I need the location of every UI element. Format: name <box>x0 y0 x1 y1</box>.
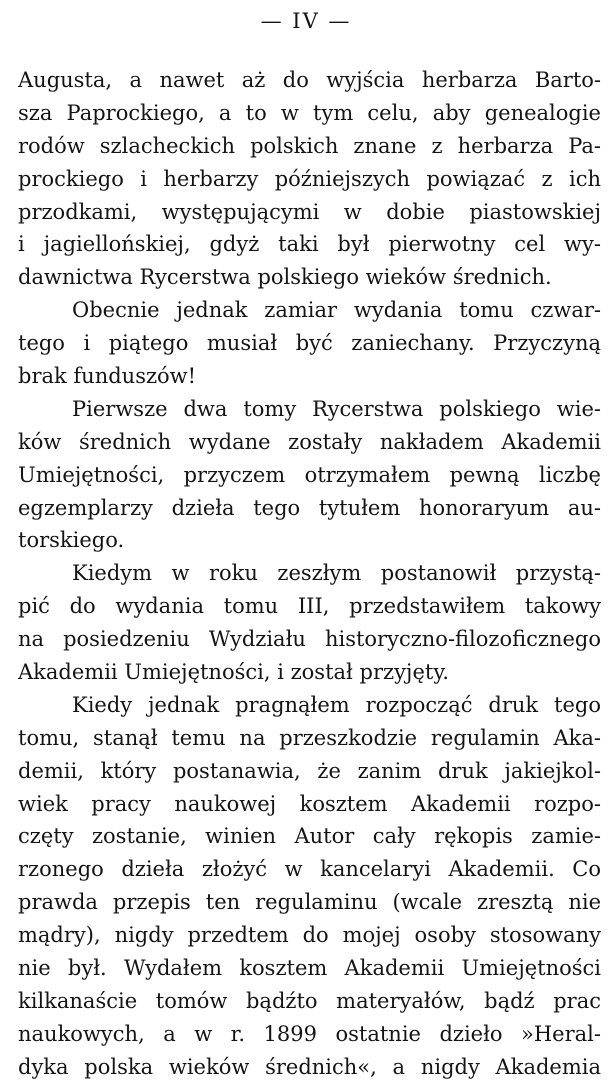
text-line: ków średnich wydane zostały nakładem Akademii <box>18 429 601 454</box>
text-line: egzemplarzy dzieła tego tytułem honoraryum au- <box>18 495 601 520</box>
text-line: Obecnie jednak zamiar wydania tomu czwar- <box>72 298 601 323</box>
text-line: rzonego dzieła złożyć w kancelaryi Akademii. Co <box>18 857 601 882</box>
paragraph <box>18 64 601 294</box>
text-line: torskiego. <box>18 528 125 553</box>
text-line: tego i piątego musiał być zaniechany. Przyczyną <box>18 331 601 356</box>
text-line: dawnictwa Rycerstwa polskiego wieków średnich. <box>18 265 552 290</box>
text-line: prockiego i herbarzy późniejszych powiązać z ich <box>18 166 601 191</box>
text-line: Pierwsze dwa tomy Rycerstwa polskiego wie- <box>72 396 601 421</box>
page-body <box>18 64 601 1084</box>
text-line: rodów szlacheckich polskich znane z herbarza Pa- <box>18 133 601 158</box>
text-line: kilkanaście tomów bądźto materyałów, bądź prac <box>18 988 601 1013</box>
text-line: Kiedym w roku zeszłym postanowił przystą- <box>72 561 601 586</box>
text-line: częty zostanie, winien Autor cały rękopis zamie- <box>18 824 601 849</box>
paragraph <box>18 557 601 689</box>
text-line: brak funduszów! <box>18 364 197 389</box>
text-line: mądry), nigdy przedtem do mojej osoby stosowany <box>18 923 601 948</box>
text-line: dyka polska wieków średnich«, a nigdy Akademia <box>18 1054 601 1079</box>
text-line: Umiejętności, przyczem otrzymałem pewną liczbę <box>18 462 601 487</box>
paragraph <box>18 393 601 557</box>
page-header: — IV — <box>260 9 352 33</box>
text-line: pić do wydania tomu III, przedstawiłem takowy <box>18 594 601 619</box>
text-line: tomu, stanął temu na przeszkodzie regulamin Aka- <box>18 725 601 750</box>
text-line: Kiedy jednak pragnąłem rozpocząć druk tego <box>72 692 601 717</box>
text-line: prawda przepis ten regulaminu (wcale zresztą nie <box>18 890 601 915</box>
text-line: Akademii Umiejętności, i został przyjęty. <box>18 660 450 685</box>
text-line: sza Paprockiego, a to w tym celu, aby genealogie <box>18 100 601 125</box>
text-line: na posiedzeniu Wydziału historyczno-filozoficznego <box>18 627 601 652</box>
text-line: wiek pracy naukowej kosztem Akademii rozpo- <box>18 791 601 816</box>
text-line: nie był. Wydałem kosztem Akademii Umiejętności <box>18 956 601 981</box>
text-line: i jagiellońskiej, gdyż taki był pierwotny cel wy- <box>18 232 601 257</box>
text-line: naukowych, a w r. 1899 ostatnie dzieło »Heral- <box>18 1021 601 1046</box>
text-line: Augusta, a nawet aż do wyjścia herbarza Barto- <box>18 68 601 92</box>
text-line: demii, który postanawia, że zanim druk jakiejkol- <box>18 758 601 783</box>
paragraph <box>18 689 601 1084</box>
paragraph <box>18 294 601 393</box>
text-line: przodkami, występującymi w dobie piastowskiej <box>18 199 601 224</box>
